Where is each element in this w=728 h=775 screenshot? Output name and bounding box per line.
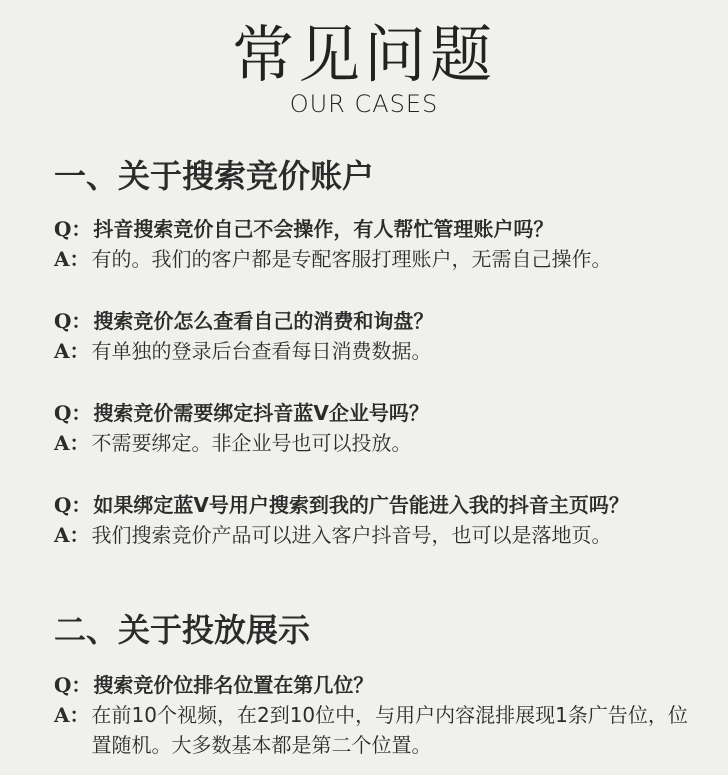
- faq-answer: [54, 428, 704, 458]
- page-header: [0, 18, 728, 118]
- faq-item: [54, 306, 704, 366]
- faq-answer: [54, 336, 704, 366]
- question-text: 搜索竞价位排名位置在第几位？: [93, 673, 374, 697]
- faq-question: [54, 306, 704, 336]
- question-tag: Q：: [54, 493, 92, 517]
- faq-question: [54, 670, 704, 700]
- section-heading-accounts: 一、关于搜索竞价账户: [54, 157, 375, 195]
- answer-tag: A：: [54, 247, 90, 271]
- answer-tag: A：: [54, 431, 90, 455]
- faq-item: [54, 398, 704, 458]
- answer-text: 不需要绑定。非企业号也可以投放。: [91, 431, 412, 455]
- question-text: 搜索竞价需要绑定抖音蓝V企业号吗？: [93, 401, 429, 425]
- question-tag: Q：: [54, 217, 92, 241]
- faq-item: [54, 490, 704, 550]
- faq-answer: [54, 700, 704, 760]
- question-tag: Q：: [54, 673, 92, 697]
- question-text: 如果绑定蓝V号用户搜索到我的广告能进入我的抖音主页吗？: [93, 493, 629, 517]
- section-heading-display: 二、关于投放展示: [54, 611, 311, 649]
- answer-text: 在前10个视频，在2到10位中，与用户内容混排展现1条广告位，位置随机。大多数基本都是第二个位置。: [91, 703, 688, 757]
- faq-question: [54, 214, 704, 244]
- answer-text: 有的。我们的客户都是专配客服打理账户，无需自己操作。: [91, 247, 612, 271]
- faq-item: [54, 214, 704, 274]
- answer-tag: A：: [54, 523, 90, 547]
- question-tag: Q：: [54, 401, 92, 425]
- faq-question: [54, 490, 704, 520]
- answer-text: 有单独的登录后台查看每日消费数据。: [91, 339, 432, 363]
- answer-tag: A：: [54, 703, 90, 727]
- page-subtitle: OUR CASES: [289, 90, 439, 118]
- question-text: 抖音搜索竞价自己不会操作，有人帮忙管理账户吗？: [93, 217, 554, 241]
- answer-text: 我们搜索竞价产品可以进入客户抖音号，也可以是落地页。: [91, 523, 612, 547]
- question-tag: Q：: [54, 309, 92, 333]
- faq-item: [54, 670, 704, 760]
- faq-answer: [54, 520, 704, 550]
- answer-tag: A：: [54, 339, 90, 363]
- page-title: 常见问题: [231, 18, 496, 91]
- faq-question: [54, 398, 704, 428]
- question-text: 搜索竞价怎么查看自己的消费和询盘？: [93, 309, 434, 333]
- faq-answer: [54, 244, 704, 274]
